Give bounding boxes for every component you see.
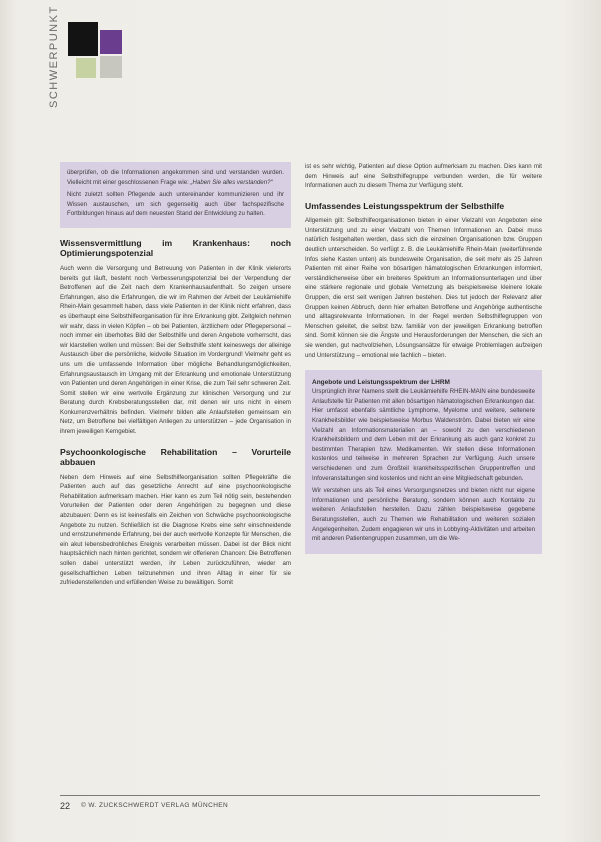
logo-square-grey [100,56,122,78]
info-box-lhrm [305,370,542,554]
info-box-title: Angebote und Leistungsspektrum der LHRM [312,379,450,387]
info-box-paragraph-1: Ursprünglich ihrer Namens stellt die Leukämiehilfe RHEIN-MAIN eine bundesweite Anlaufstelle für Patienten mit allen bösartigen hämatologischen Erkrankungen dar. Hier umfasst ebenfalls sämtliche Lymphome, Myelome und weitere, seltenere Krankheitsbilder wie beispielsweise Morbus Waldenström. Dabei bieten wir eine Vielzahl an Informationsmaterialien an – sowohl zu den verschiedenen Krankheitsbildern und dem Leben mit der Erkrankung als auch ganz konkret zu bestimmten Therapien bzw. Medikamenten. Wir stellen diese Informationen kostenlos und teilweise in mehreren Sprachen zur Verfügung. Auch unsere verschiedenen und zum Großteil krankheitsspezifischen Gruppentreffen und Infoveranstaltungen sind kostenlos und nicht an eine Mitgliedschaft gebunden. [312,388,535,482]
heading-psychoonkologische-rehabilitation: Psychoonkologische Rehabilitation – Vorurteile abbauen [60,446,291,468]
right-column [305,162,542,554]
logo-square-green [76,58,96,78]
section-label: SCHWERPUNKT [48,5,60,108]
box-paragraph [67,168,284,187]
paragraph-wissensvermittlung: Auch wenn die Versorgung und Betreuung von Patienten in der Klinik vielerorts bereits gut läuft, besteht noch Verbesserungspotenzial bei der Verpendlung der Betroffenen auf die Zeit nach dem Krankenhausaufenthalt. So zeigen unsere Erfahrungen, also die Erfahrungen, die wir im Rahmen der Arbeit der Leukämiehilfe Rhein-Main gesammelt haben, dass viele Patienten in der Klinik nicht erfahren, dass es überhaupt eine Selbsthilfeorganisation für ihre Erkrankung gibt. Zeitgleich nehmen wir wahr, dass in vielen Köpfen – ob bei Patienten, ärztlichem oder Pflegepersonal – noch immer ein überholtes Bild der Selbsthilfe und deren Angebote vorherrscht, das wir klarstellen wollen und müssen: Bei der Selbsthilfe steht keineswegs der alleinige Austausch über die persönliche, leidvolle Situation im Vordergrund! Vielmehr geht es uns um die umfassende Information über mögliche Behandlungsmöglichkeiten, Erfahrungsaustausch im Umgang mit der Erkrankung und emotionale Unterstützung von Patienten und deren Angehörigen in einer Krise, die zum Teil sehr schweren Zeit. Somit stellen wir eine wertvolle Ergänzung zur klinischen Versorgung und zur Beratung durch Krebsberatungsstellen dar, mit denen wir uns nicht in einem Konkurrenzverhältnis befinden. Vielmehr bilden alle Anlaufstellen gemeinsam ein Netz, um Betroffene bei vielfältigen Anliegen zu unterstützen – jede Organisation in ihrem jeweiligen Kerngebiet. [60,264,291,436]
info-box-paragraph-2: Wir verstehen uns als Teil eines Versorgungsnetzes und bieten nicht nur eigene Informationen und persönliche Beratung, sondern können auch Kontakte zu weiteren Anlaufstellen herstellen. Dazu zählen beispielsweise gegebene Beratungsstellen, auch zu Themen wie Rehabilitation und weiteren sozialen Angelegenheiten. Zudem engagieren wir uns in Lobbying-Aktivitäten und arbeiten mit anderen Patientengruppen zusammen, um die We- [312,487,535,543]
heading-wissensvermittlung: Wissensvermittlung im Krankenhaus: noch Optimierungspotenzial [60,237,291,259]
logo-square-purple [100,30,122,54]
info-box-left [60,162,291,228]
left-column [60,162,291,591]
box-quote: „Haben Sie alles verstanden?“ [190,178,273,186]
box-paragraph-2: Nicht zuletzt sollten Pflegende auch untereinander kommunizieren und ihr Wissen austauschen, um sich gegenseitig auch über fachspezifische Fortbildungen hinaus auf dem neuesten Stand der Entwicklung zu halten. [67,191,284,218]
box-text: überprüfen, ob die Informationen angekommen sind und verstanden wurden. Vielleicht mit einer geschlossenen Frage wie: [67,169,284,186]
footer-rule [60,795,540,796]
logo-square-black [68,22,98,56]
paragraph-leistungsspektrum: Allgemein gilt: Selbsthilfeorganisationen bieten in einer Vielzahl von Angeboten eine Unterstützung und zu einer Vielzahl von Themen Informationen an. Dabei muss natürlich festgehalten werden, dass sich die einzelnen Organisationen bzw. Gruppen deutlich unterscheiden. So verfügt z. B. die Leukämiehilfe Rhein-Main (weiterführende Infos siehe Kasten unten) als bundesweite Organisation, die seit mehr als 25 Jahren Patienten mit einer Reihe von bösartigen hämatologischen Erkrankungen informiert, verständlicherweise über ein breiteres Spektrum an Informationsunterlagen und über eine stärkere regionale und globale Vernetzung als beispielsweise kleinere lokale Gruppen, die erst seit wenigen Jahren bestehen. Dies tut jedoch der Relevanz aller Gruppen keinen Abbruch, denn hier erhalten Betroffene und Angehörige authentische und alltagsrelevante Informationen. In der Regel werden Selbsthilfegruppen von Menschen geleitet, die selbst bzw. familiär von der jeweiligen Erkrankung betroffen sind. Somit können sie die Ängste und Herausforderungen der Menschen, die sich an sie wenden, gut nachvollziehen, Lösungsansätze für etwaige Problemlagen aufzeigen und Unterstützung – emotional wie fachlich – bieten. [305,217,542,359]
paragraph-continuation: ist es sehr wichtig, Patienten auf diese Option aufmerksam zu machen. Dies kann mit dem Hinweis auf eine Selbsthilfegruppe verbunden werden, die für weitere Informationen auch zu diesem Thema zur Verfügung steht. [305,163,542,190]
copyright-line: © W. ZUCKSCHWERDT VERLAG MÜNCHEN [81,802,229,809]
page-number: 22 [60,801,71,811]
heading-leistungsspektrum: Umfassendes Leistungsspektrum der Selbsthilfe [305,200,505,211]
paragraph-rehabilitation: Neben dem Hinweis auf eine Selbsthilfeorganisation sollten Pflegekräfte die Patienten auch auf das gesetzliche Anrecht auf eine psychoonkologische Rehabilitation aufmerksam machen. Hier kann es zum Teil nötig sein, bestehenden Vorurteilen der Patienten oder deren Angehörigen zu begegnen und diese abzubauen: Denn es ist keinesfalls ein Zeichen von Schwäche psychoonkologische Angebote zu nutzen. Schließlich ist die Diagnose Krebs eine sehr einschneidende und ernstzunehmende Erfahrung, bei der auch wertvolle Konzepte für Menschen, die ein akut lebensbedrohliches Ereignis verarbeiten müssen. Dabei ist der Blick nicht hauptsächlich nach hinten gerichtet, sondern wir offerieren Chancen: Die Betroffenen sollen dabei unterstützt werden, ihr Leben zurückzuführen, wieder am gesellschaftlichen Leben teilzunehmen und ihren Alltag in einer für sie zufriedenstellenden und erfüllenden Weise zu bewältigen. Somit [60,473,291,587]
